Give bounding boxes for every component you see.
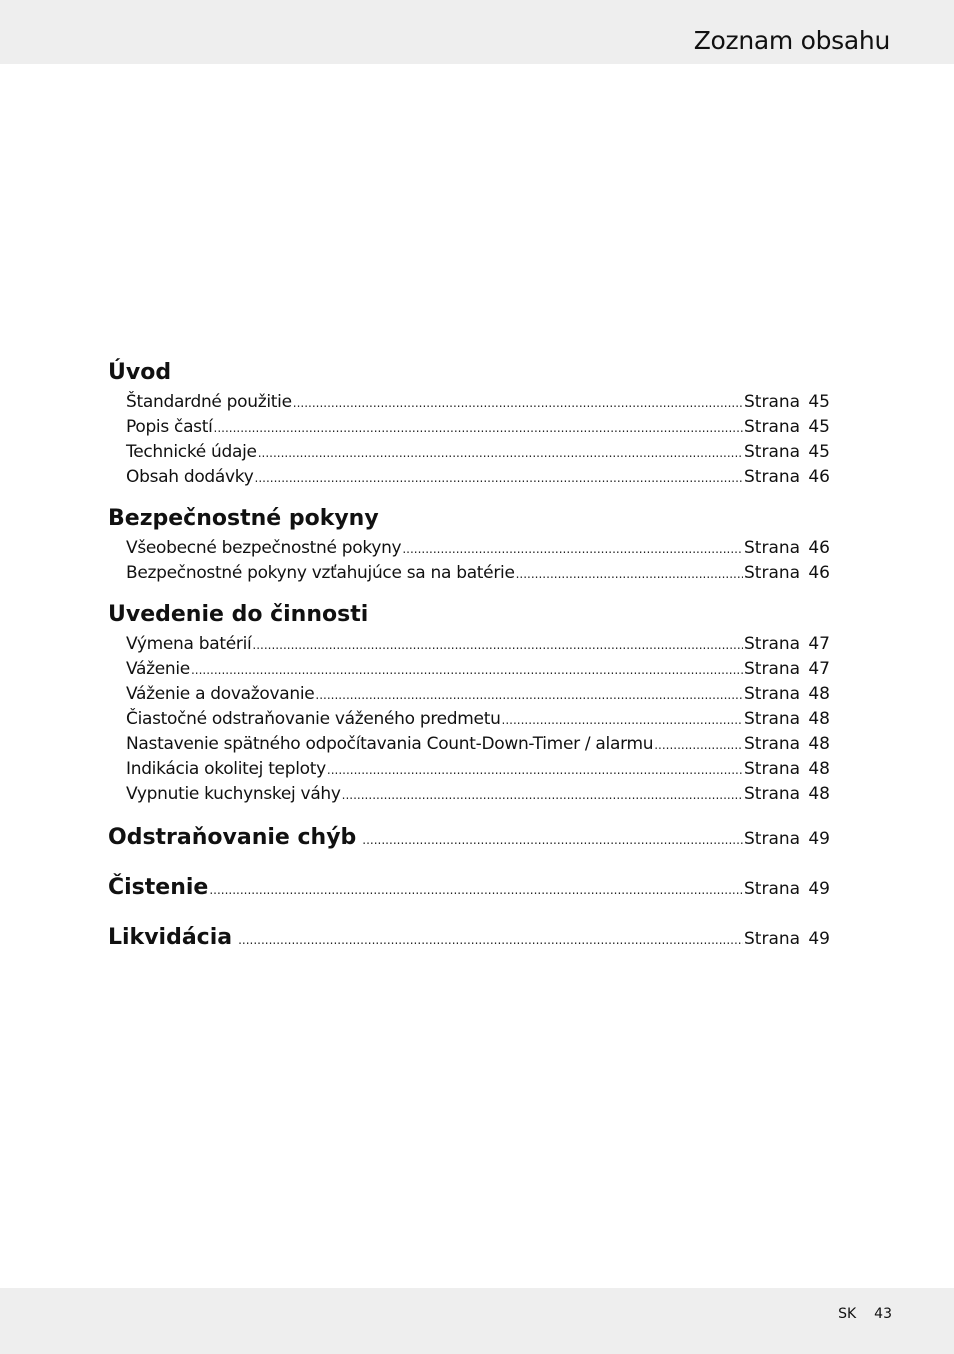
table-of-contents bbox=[108, 356, 830, 957]
toc-entry[interactable] bbox=[108, 782, 830, 807]
toc-entry[interactable] bbox=[108, 632, 830, 657]
toc-entry-label: Štandardné použitie bbox=[126, 392, 292, 412]
toc-entry-strana: Strana bbox=[744, 538, 801, 558]
toc-entry-page: 49 bbox=[808, 929, 830, 949]
toc-entry[interactable] bbox=[108, 440, 830, 465]
toc-entry-page: 49 bbox=[808, 829, 830, 849]
dot-leader bbox=[258, 441, 743, 466]
toc-entry-strana: Strana bbox=[744, 392, 801, 412]
toc-entry-label: Všeobecné bezpečnostné pokyny bbox=[126, 538, 402, 558]
toc-entry-label: Čiastočné odstraňovanie váženého predmetu bbox=[126, 709, 501, 729]
toc-entry-label: Výmena batérií bbox=[126, 634, 252, 654]
toc-entry-page: 48 bbox=[808, 684, 830, 704]
toc-entry[interactable] bbox=[108, 657, 830, 682]
toc-entry-label: Obsah dodávky bbox=[126, 467, 254, 487]
toc-section-bezpecnostne-pokyny bbox=[108, 502, 830, 586]
footer-page-number: 43 bbox=[874, 1306, 892, 1322]
toc-heading-entry[interactable] bbox=[108, 919, 830, 957]
toc-heading-entry[interactable] bbox=[108, 869, 830, 907]
toc-entry-strana: Strana bbox=[744, 659, 801, 679]
dot-leader bbox=[315, 683, 743, 708]
toc-entry[interactable] bbox=[108, 465, 830, 490]
dot-leader bbox=[293, 391, 743, 416]
dot-leader bbox=[252, 633, 743, 658]
toc-entry-label: Vypnutie kuchynskej váhy bbox=[126, 784, 341, 804]
toc-entry[interactable] bbox=[108, 757, 830, 782]
toc-entry-page: 46 bbox=[808, 563, 830, 583]
page-footer bbox=[838, 1306, 892, 1322]
dot-leader bbox=[209, 871, 743, 909]
toc-entry-page: 46 bbox=[808, 538, 830, 558]
toc-entry-label: Technické údaje bbox=[126, 442, 257, 462]
toc-entry-page: 47 bbox=[808, 659, 830, 679]
toc-section-heading[interactable]: Uvedenie do činnosti bbox=[108, 602, 369, 627]
toc-entry-label: Váženie bbox=[126, 659, 190, 679]
dot-leader bbox=[255, 466, 744, 491]
toc-entry[interactable] bbox=[108, 561, 830, 586]
toc-heading-entry[interactable] bbox=[108, 819, 830, 857]
toc-entry[interactable] bbox=[108, 707, 830, 732]
toc-entry-page: 48 bbox=[808, 784, 830, 804]
toc-entry-strana: Strana bbox=[744, 634, 801, 654]
toc-heading-label: Odstraňovanie chýb bbox=[108, 825, 357, 850]
page-title: Zoznam obsahu bbox=[693, 26, 890, 55]
toc-entry[interactable] bbox=[108, 390, 830, 415]
dot-leader bbox=[654, 733, 743, 758]
toc-section-heading[interactable]: Bezpečnostné pokyny bbox=[108, 506, 379, 531]
toc-section-uvod bbox=[108, 356, 830, 490]
toc-section-uvedenie-do-cinnosti bbox=[108, 598, 830, 807]
toc-entry-strana: Strana bbox=[744, 417, 801, 437]
toc-entry-strana: Strana bbox=[744, 759, 801, 779]
toc-entry-page: 45 bbox=[808, 442, 830, 462]
dot-leader bbox=[402, 537, 743, 562]
dot-leader bbox=[342, 783, 743, 808]
toc-entry-page: 48 bbox=[808, 759, 830, 779]
toc-entry-page: 48 bbox=[808, 709, 830, 729]
toc-entry-strana: Strana bbox=[744, 709, 801, 729]
toc-entry-page: 46 bbox=[808, 467, 830, 487]
spacer bbox=[108, 807, 830, 819]
dot-leader bbox=[327, 758, 743, 783]
toc-entry-label: Indikácia okolitej teploty bbox=[126, 759, 326, 779]
toc-entry-page: 48 bbox=[808, 734, 830, 754]
toc-entry-label: Popis častí bbox=[126, 417, 213, 437]
dot-leader bbox=[502, 708, 743, 733]
toc-entry-strana: Strana bbox=[744, 879, 801, 899]
dot-leader bbox=[362, 821, 743, 859]
toc-heading-label: Čistenie bbox=[108, 875, 209, 900]
toc-entry-strana: Strana bbox=[744, 784, 801, 804]
toc-entry-strana: Strana bbox=[744, 829, 801, 849]
toc-entry-strana: Strana bbox=[744, 442, 801, 462]
toc-heading-label: Likvidácia bbox=[108, 925, 233, 950]
toc-entry-page: 45 bbox=[808, 417, 830, 437]
toc-entry[interactable] bbox=[108, 536, 830, 561]
toc-entry-label: Váženie a dovažovanie bbox=[126, 684, 315, 704]
toc-entry-page: 49 bbox=[808, 879, 830, 899]
toc-entry[interactable] bbox=[108, 415, 830, 440]
toc-entry-page: 45 bbox=[808, 392, 830, 412]
footer-band bbox=[0, 1288, 954, 1354]
toc-entry[interactable] bbox=[108, 682, 830, 707]
toc-entry-label: Bezpečnostné pokyny vzťahujúce sa na batérie bbox=[126, 563, 515, 583]
dot-leader bbox=[516, 562, 743, 587]
toc-entry-strana: Strana bbox=[744, 684, 801, 704]
toc-entry-strana: Strana bbox=[744, 563, 801, 583]
dot-leader bbox=[214, 416, 743, 441]
toc-entry-page: 47 bbox=[808, 634, 830, 654]
toc-entry-strana: Strana bbox=[744, 467, 801, 487]
toc-section-heading[interactable]: Úvod bbox=[108, 360, 172, 385]
toc-entry-strana: Strana bbox=[744, 734, 801, 754]
toc-entry[interactable] bbox=[108, 732, 830, 757]
toc-entry-strana: Strana bbox=[744, 929, 801, 949]
footer-language-code: SK bbox=[838, 1306, 857, 1322]
dot-leader bbox=[191, 658, 743, 683]
dot-leader bbox=[238, 921, 743, 959]
toc-entry-label: Nastavenie spätného odpočítavania Count-Down-Timer / alarmu bbox=[126, 734, 654, 754]
